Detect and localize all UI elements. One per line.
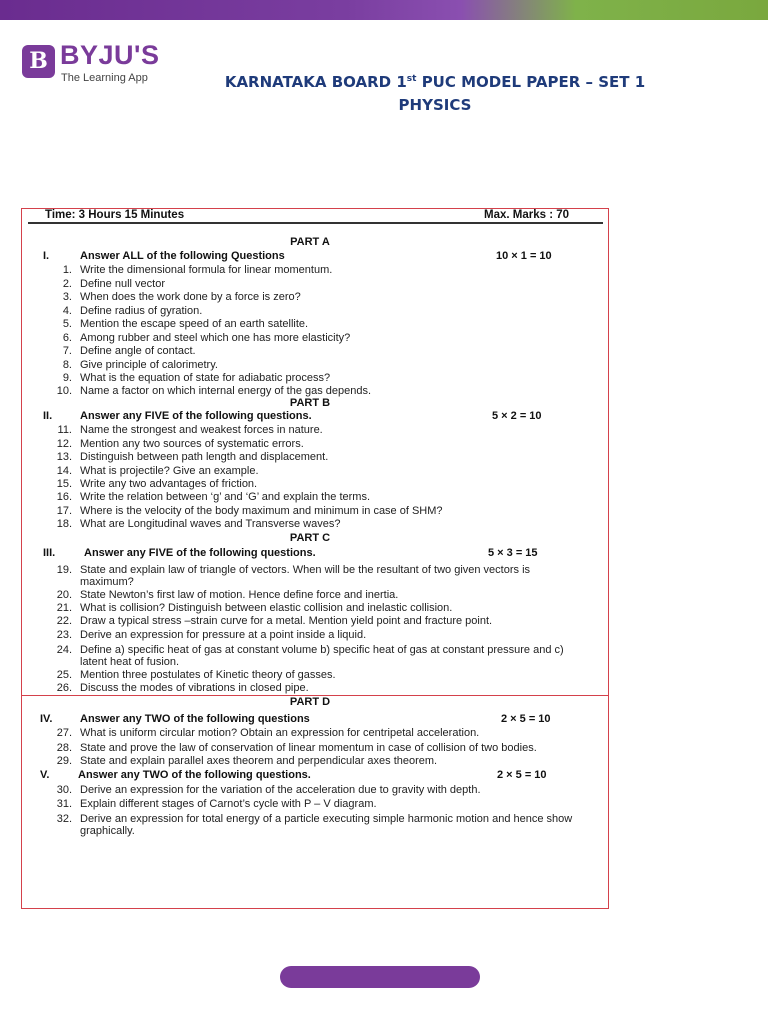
section-marks: 5 × 2 = 10 [492,410,542,422]
section-marks: 2 × 5 = 10 [501,713,551,725]
section-roman: IV. [40,713,53,725]
question-item: 6. Among rubber and steel which one has more elasticity? [62,331,351,344]
question-item: 20. State Newton’s first law of motion. Hence define force and inertia. [56,589,399,601]
question-item: 24. Define a) specific heat of gas at constant volume b) specific heat of gas at constant pressure and c) latent heat of fusion. [56,644,564,668]
footer-pill [280,966,480,988]
part-d-heading: PART D [289,696,331,708]
section-instruction: Answer any FIVE of the following questions. [80,410,312,422]
question-item: 13. Distinguish between path length and displacement. [56,451,329,463]
question-item: 28. State and prove the law of conservation of linear momentum in case of collision of two bodies. [56,741,537,754]
question-item: 11. Name the strongest and weakest forces in nature. [57,424,323,436]
question-item: 27. What is uniform circular motion? Obtain an expression for centripetal acceleration. [56,727,480,739]
section-instruction: Answer ALL of the following Questions [80,250,285,262]
section-instruction: Answer any TWO of the following questions. [78,769,311,781]
question-item: 25. Mention three postulates of Kinetic theory of gasses. [56,669,336,681]
section-instruction: Answer any TWO of the following questions [80,713,310,725]
title-line1: KARNATAKA BOARD 1 [224,73,407,91]
question-item: 2. Define null vector [62,277,165,290]
question-item: 5. Mention the escape speed of an earth satellite. [62,318,309,330]
question-item: 16. Write the relation between ‘g’ and ‘G’ and explain the terms. [56,491,371,503]
title-line1-suffix: PUC MODEL PAPER – SET 1 [416,73,646,91]
max-marks-label: Max. Marks : 70 [484,209,570,221]
question-item: 31. Explain different stages of Carnot’s cycle with P – V diagram. [56,798,377,810]
byjus-logo [22,42,162,92]
time-label: Time: 3 Hours 15 Minutes [45,209,185,221]
question-item: 10. Name a factor on which internal energy of the gas depends. [56,385,372,397]
question-item: 22. Draw a typical stress –strain curve for a metal. Mention yield point and fracture point. [56,615,493,627]
question-item: 18. What are Longitudinal waves and Transverse waves? [56,518,341,530]
section-marks: 10 × 1 = 10 [496,250,552,262]
question-item: 9. What is the equation of state for adiabatic process? [62,372,331,384]
question-item: 4. Define radius of gyration. [62,304,203,317]
title-sup: st [406,74,417,84]
logo-badge-icon: B [22,45,55,78]
subject-title: PHYSICS [398,96,472,114]
question-item: 17. Where is the velocity of the body maximum and minimum in case of SHM? [56,504,443,517]
top-banner [0,0,768,20]
question-item: 29. State and explain parallel axes theorem and perpendicular axes theorem. [56,755,438,767]
question-item: 26. Discuss the modes of vibrations in closed pipe. [56,682,309,694]
question-item: 12. Mention any two sources of systematic errors. [56,437,304,450]
question-item: 32. Derive an expression for total energy of a particle executing simple harmonic motion and hence show graphically. [56,813,573,837]
question-item: 15. Write any two advantages of friction. [56,478,258,490]
header-rule [28,222,603,224]
question-item: 23. Derive an expression for pressure at a point inside a liquid. [56,628,367,641]
section-instruction: Answer any FIVE of the following questions. [84,547,316,559]
section-roman: V. [40,769,50,781]
part-a-heading: PART A [290,236,330,248]
question-item: 8. Give principle of calorimetry. [62,358,218,371]
logo-tagline: The Learning App [61,72,148,84]
question-item: 19. State and explain law of triangle of vectors. When will be the resultant of two given vectors is maximum? [56,564,531,588]
question-item: 7. Define angle of contact. [62,345,196,357]
document-title [200,68,670,117]
question-item: 14. What is projectile? Give an example. [56,464,259,477]
question-item: 3. When does the work done by a force is zero? [62,291,301,303]
section-marks: 2 × 5 = 10 [497,769,547,781]
logo-name: BYJU'S [60,40,160,70]
section-roman: I. [43,250,50,262]
part-c-heading: PART C [289,532,331,544]
section-roman: III. [43,547,56,559]
part-b-heading: PART B [289,397,331,409]
question-item: 21. What is collision? Distinguish between elastic collision and inelastic collision. [56,602,453,614]
section-roman: II. [43,410,53,422]
question-item: 1. Write the dimensional formula for linear momentum. [62,264,333,276]
section-marks: 5 × 3 = 15 [488,547,538,559]
question-item: 30. Derive an expression for the variation of the acceleration due to gravity with depth. [56,784,481,796]
